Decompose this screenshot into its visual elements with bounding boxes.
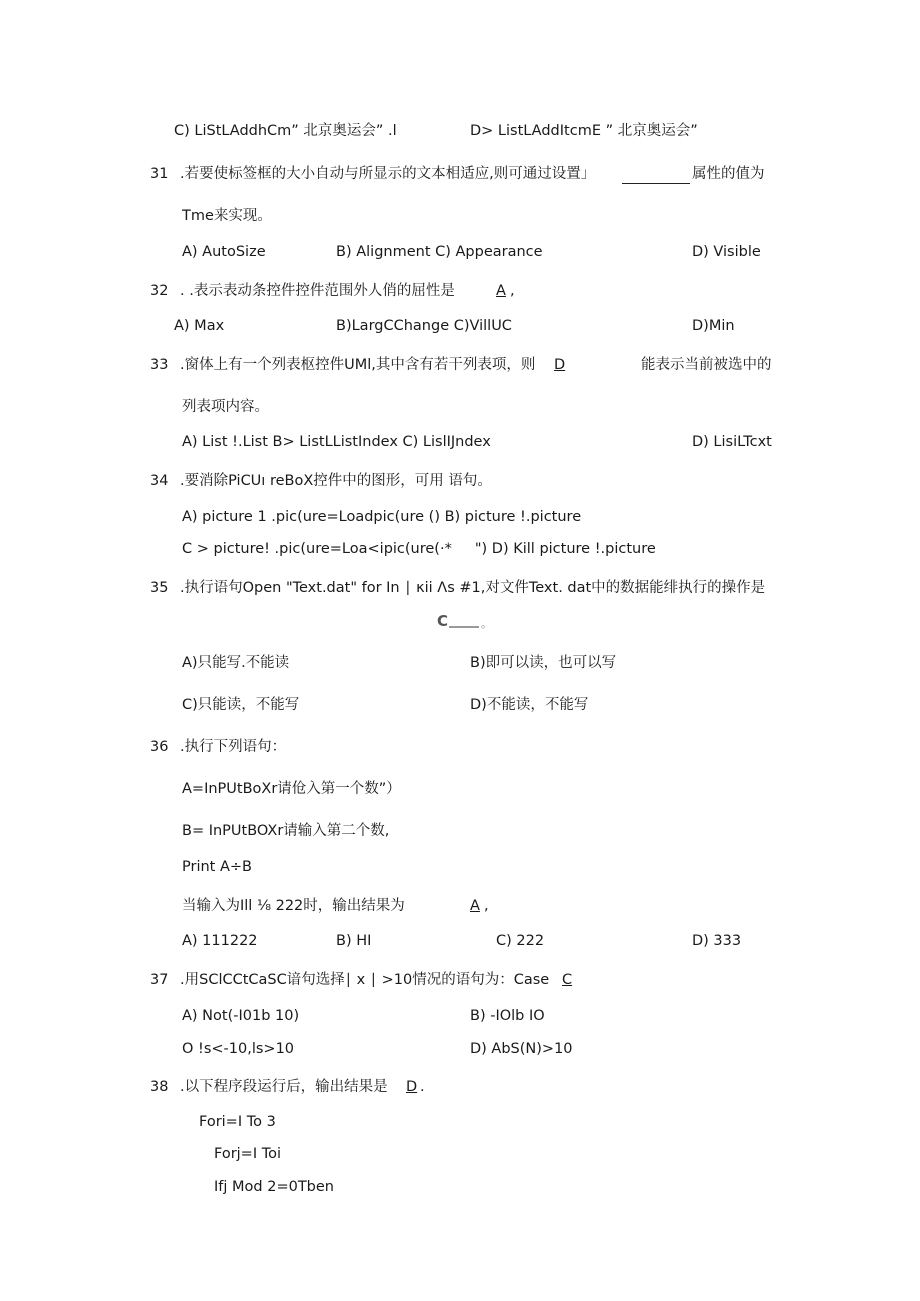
q36-stem: .执行下列语句： <box>180 739 287 755</box>
q33-answer: D <box>554 357 566 373</box>
q35-answer-mark: C <box>437 612 448 630</box>
q33-number: 33 <box>150 357 169 373</box>
q32-number: 32 <box>150 283 169 299</box>
q38-code-line-2: Forj=I Toi <box>214 1146 282 1162</box>
q35-option-d: D)不能读，不能写 <box>470 697 589 713</box>
q32-stem: . .表示表动条控件控件范围外人俏的屈性是 <box>180 283 455 299</box>
q38-code-line-1: Fori=I To 3 <box>199 1114 276 1130</box>
q36-option-b: B) HI <box>336 933 372 949</box>
q37-option-a: A) Not(-I01b 10) <box>182 1008 300 1024</box>
q33-stem: .窗体上有一个列表枢控件UMl,其中含有若干列表项，则 <box>180 357 536 373</box>
q38-answer: D <box>406 1079 418 1095</box>
q36-code-line-1: A=InPUtBoXr请伧入第一个数”） <box>182 781 401 797</box>
q37-option-b: B) -IOlb IO <box>470 1008 545 1024</box>
q37-option-d: D) AbS(N)>10 <box>470 1041 573 1057</box>
q35-number: 35 <box>150 580 169 596</box>
q36-tail: , <box>484 898 489 914</box>
q35-stem: .执行语句Open "Text.dat" for In ∣ κii Λs #1,对文件Text. dat中的数据能绯执行的操作是 <box>180 580 766 596</box>
q34-option-cd: C > picture! .pic(ure=Loa<ipic(ure(·* ") D) Kill picture !.picture <box>182 541 656 557</box>
q32-answer: A <box>496 283 506 299</box>
q33-option-abc: A) List !.List B> ListLListIndex C) LislIJndex <box>182 434 491 450</box>
q38-stem: .以下程序段运行后，输出结果是 <box>180 1079 388 1095</box>
q31-option-d: D) Visible <box>692 244 761 260</box>
q34-stem: .要消除PiCUı reBoX控件中的图形，可用 语句。 <box>180 473 492 489</box>
q34-number: 34 <box>150 473 169 489</box>
q34-option-ab: A) picture 1 .pic(ure=Loadpic(ure () B) picture !.picture <box>182 509 582 525</box>
q31-stem: .若要使标签框的大小自动与所显示的文本相适应,则可通过设置」 <box>180 166 596 182</box>
q38-number: 38 <box>150 1079 169 1095</box>
q36-question: 当输入为Ill ⅛ 222时，输出结果为 <box>182 898 405 914</box>
q31-stem-tail: 属性的值为 <box>692 166 765 182</box>
q35-option-c: C)只能读，不能写 <box>182 697 300 713</box>
q30-option-d: D> ListLAddItcmE ” 北京奥运会” <box>470 123 698 139</box>
q36-option-a: A) 111222 <box>182 933 258 949</box>
q32-option-d: D)Min <box>692 318 735 334</box>
q33-stem-continued: 列表项内容。 <box>182 399 269 415</box>
q31-option-a: A) AutoSize <box>182 244 266 260</box>
q31-option-bc: B) Alignment C) Appearance <box>336 244 543 260</box>
q31-stem-continued: Tme来实现。 <box>182 208 272 224</box>
q36-option-d: D) 333 <box>692 933 742 949</box>
q37-stem: .用SClCCtCaSC谙句选择∣ x ∣ >10情况的语句为：Case <box>180 972 550 988</box>
q32-tail: , <box>510 283 515 299</box>
q37-option-c: O !s<-10,ls>10 <box>182 1041 295 1057</box>
q35-option-a: A)只能写.不能读 <box>182 655 290 671</box>
q37-answer: C <box>562 972 573 988</box>
q30-option-c: C) LiStLAddhCm” 北京奥运会” .l <box>174 123 397 139</box>
q33-stem-tail: 能表示当前被选中的 <box>641 357 772 373</box>
q36-number: 36 <box>150 739 169 755</box>
q36-option-c: C) 222 <box>496 933 545 949</box>
q35-answer-tail: 。 <box>481 617 492 630</box>
q38-code-line-3: Ifj Mod 2=0Tben <box>214 1179 334 1195</box>
q37-number: 37 <box>150 972 169 988</box>
q35-option-b: B)即可以读，也可以写 <box>470 655 617 671</box>
q31-number: 31 <box>150 166 169 182</box>
q36-code-line-3: Print A÷B <box>182 859 252 875</box>
q36-code-line-2: B= InPUtBOXr请输入第二个数, <box>182 823 390 839</box>
q32-option-bc: B)LargCChange C)VillUC <box>336 318 512 334</box>
q35-answer-underline <box>449 626 479 628</box>
q38-tail: . <box>420 1079 425 1095</box>
q31-answer-blank <box>622 183 690 184</box>
q33-option-d: D) LisiLTcxt <box>692 434 772 450</box>
q32-option-a: A) Max <box>174 318 225 334</box>
q36-answer: A <box>470 898 480 914</box>
